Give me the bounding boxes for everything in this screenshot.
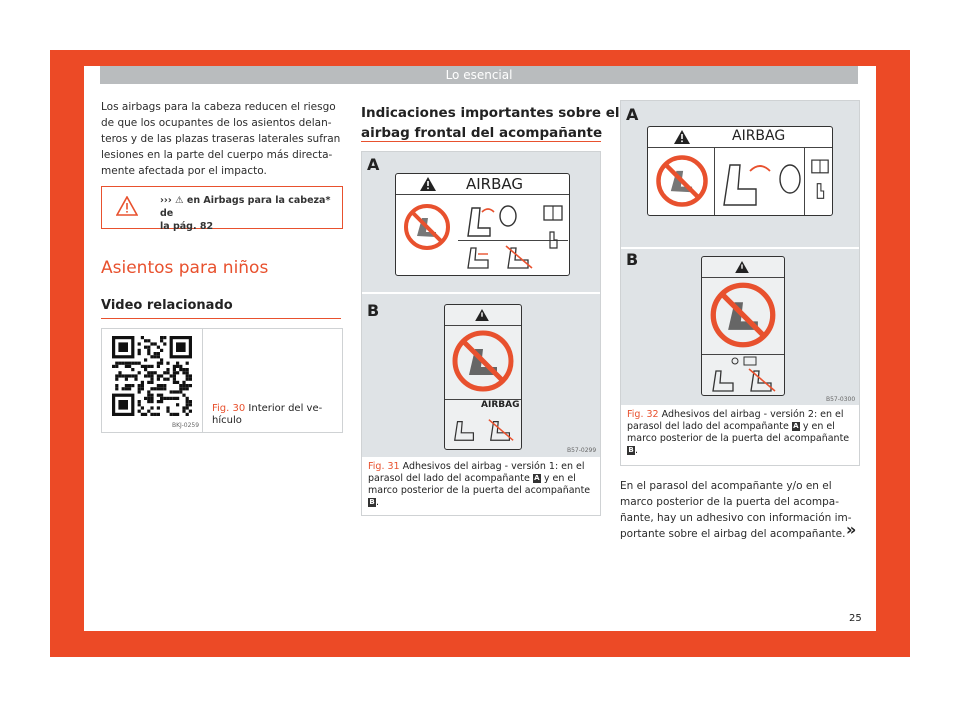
body-line: marco posterior de la puerta del acompa- [620,496,839,508]
label-box-a: A [793,422,799,430]
intro-line: Los airbags para la cabeza reducen el riesgo [101,101,336,113]
label-box-a: A [534,474,540,482]
warning-ref-line: la pág. 82 [160,221,214,232]
caption-text: parasol del lado del acompañante [627,421,789,432]
sticker-divider [702,354,784,355]
caption-text: hículo [212,415,242,426]
airbag-heading [361,103,620,143]
warning-triangle-icon [735,261,749,273]
heading-rule [101,318,341,319]
sticker-text: AIRBAG [466,175,524,193]
panel-divider [362,292,600,294]
video-heading: Video relacionado [101,298,233,313]
figure-number: Fig. 31 [368,461,400,472]
caption-text: y en el [543,473,576,484]
warning-reference-box [101,186,343,232]
figure-number: Fig. 32 [627,409,659,420]
seat-ok-icon [708,367,740,393]
qr-panel [102,329,203,432]
airbag-sticker-a [647,126,833,216]
seat-forbidden-icon [504,244,534,270]
caption-text: Adhesivos del airbag - versión 1: en el [402,461,585,472]
heading-rule [361,141,601,142]
warning-ref-line: ››› ⚠ en Airbags para la cabeza* de [160,195,331,219]
figure-caption: Fig. 32 Adhesivos del airbag - versión 2: en el parasol del lado del acompañante A y en el marco posterior de la puerta del acompañante B. [627,409,850,456]
figure-caption: Fig. 31 Adhesivos del airbag - versión 1: en el parasol del lado del acompañante A y en el marco posterior de la puerta del acompañante B. [368,461,591,508]
page-number: 25 [849,613,862,624]
sticker-divider [804,147,805,215]
qr-code-icon[interactable] [112,336,192,416]
no-child-seat-icon [654,153,710,209]
manual-book-icon [728,356,758,366]
caption-text: Adhesivos del airbag - versión 2: en el [661,409,844,420]
warning-triangle-icon [475,309,489,321]
figure-30 [101,328,343,433]
heading-line: airbag frontal del acompañante [361,125,603,141]
airbag-sticker-b [701,256,785,396]
seat-ok-icon [464,244,494,270]
sticker-divider [445,325,521,326]
seat-airbag-icon [460,198,524,240]
figure-number: Fig. 30 [212,403,246,414]
figure-code: BKJ-0259 [172,422,200,429]
figure-code: B57-0300 [826,396,856,403]
no-child-seat-icon [451,329,515,393]
sticker-text: AIRBAG [732,128,786,144]
figure-32 [620,100,860,466]
figure-code: B57-0299 [567,447,597,454]
sticker-divider [714,147,715,215]
box-label-b: B [367,301,380,320]
body-line: portante sobre el airbag del acompañante. [620,528,846,540]
continue-mark: » [846,520,857,539]
caption-text: parasol del lado del acompañante [368,473,530,484]
manual-book-icon [810,153,830,209]
sticker-divider [702,277,784,278]
no-child-seat-icon [708,281,778,349]
warning-triangle-icon [116,196,138,216]
section-title: Asientos para niños [101,258,269,278]
caption-text: marco posterior de la puerta del acompañante [368,485,591,496]
caption-text: y en el [802,421,835,432]
warning-ref-text[interactable] [160,194,342,233]
seat-forbidden-icon [746,367,778,393]
box-label-a: A [367,155,380,174]
airbag-sticker-a [395,173,570,276]
seat-forbidden-icon [487,417,515,443]
box-label-a: A [626,105,639,124]
figure-caption [212,403,322,427]
panel-divider [621,247,859,249]
label-box-b: B [369,498,375,506]
label-box-b: B [628,446,634,454]
body-line: ñante, hay un adhesivo con información im- [620,512,852,524]
seat-airbag-icon [720,153,806,209]
sticker-header [648,127,832,148]
no-child-seat-icon [402,202,452,252]
intro-line: mente afectada por el impacto. [101,165,267,177]
box-label-b: B [626,250,639,269]
body-line: En el parasol del acompañante y/o en el [620,480,832,492]
intro-line: teros y de las plazas traseras laterales sufran [101,133,341,145]
airbag-diagram [460,198,524,240]
caption-text: Interior del ve- [248,403,323,414]
figure-31 [361,151,601,516]
page-header: Lo esencial [100,66,858,84]
sticker-text: AIRBAG [481,400,520,410]
warning-triangle-icon [674,130,690,144]
intro-line: lesiones en la parte del cuerpo más directa- [101,149,333,161]
heading-line: Indicaciones importantes sobre el [361,105,620,121]
warning-triangle-icon [420,177,436,191]
sticker-header [396,174,569,195]
caption-text: marco posterior de la puerta del acompañante [627,433,850,444]
seat-ok-icon [451,417,479,443]
manual-book-icon [542,204,564,254]
intro-line: de que los ocupantes de los asientos delan- [101,117,332,129]
airbag-sticker-b [444,304,522,450]
